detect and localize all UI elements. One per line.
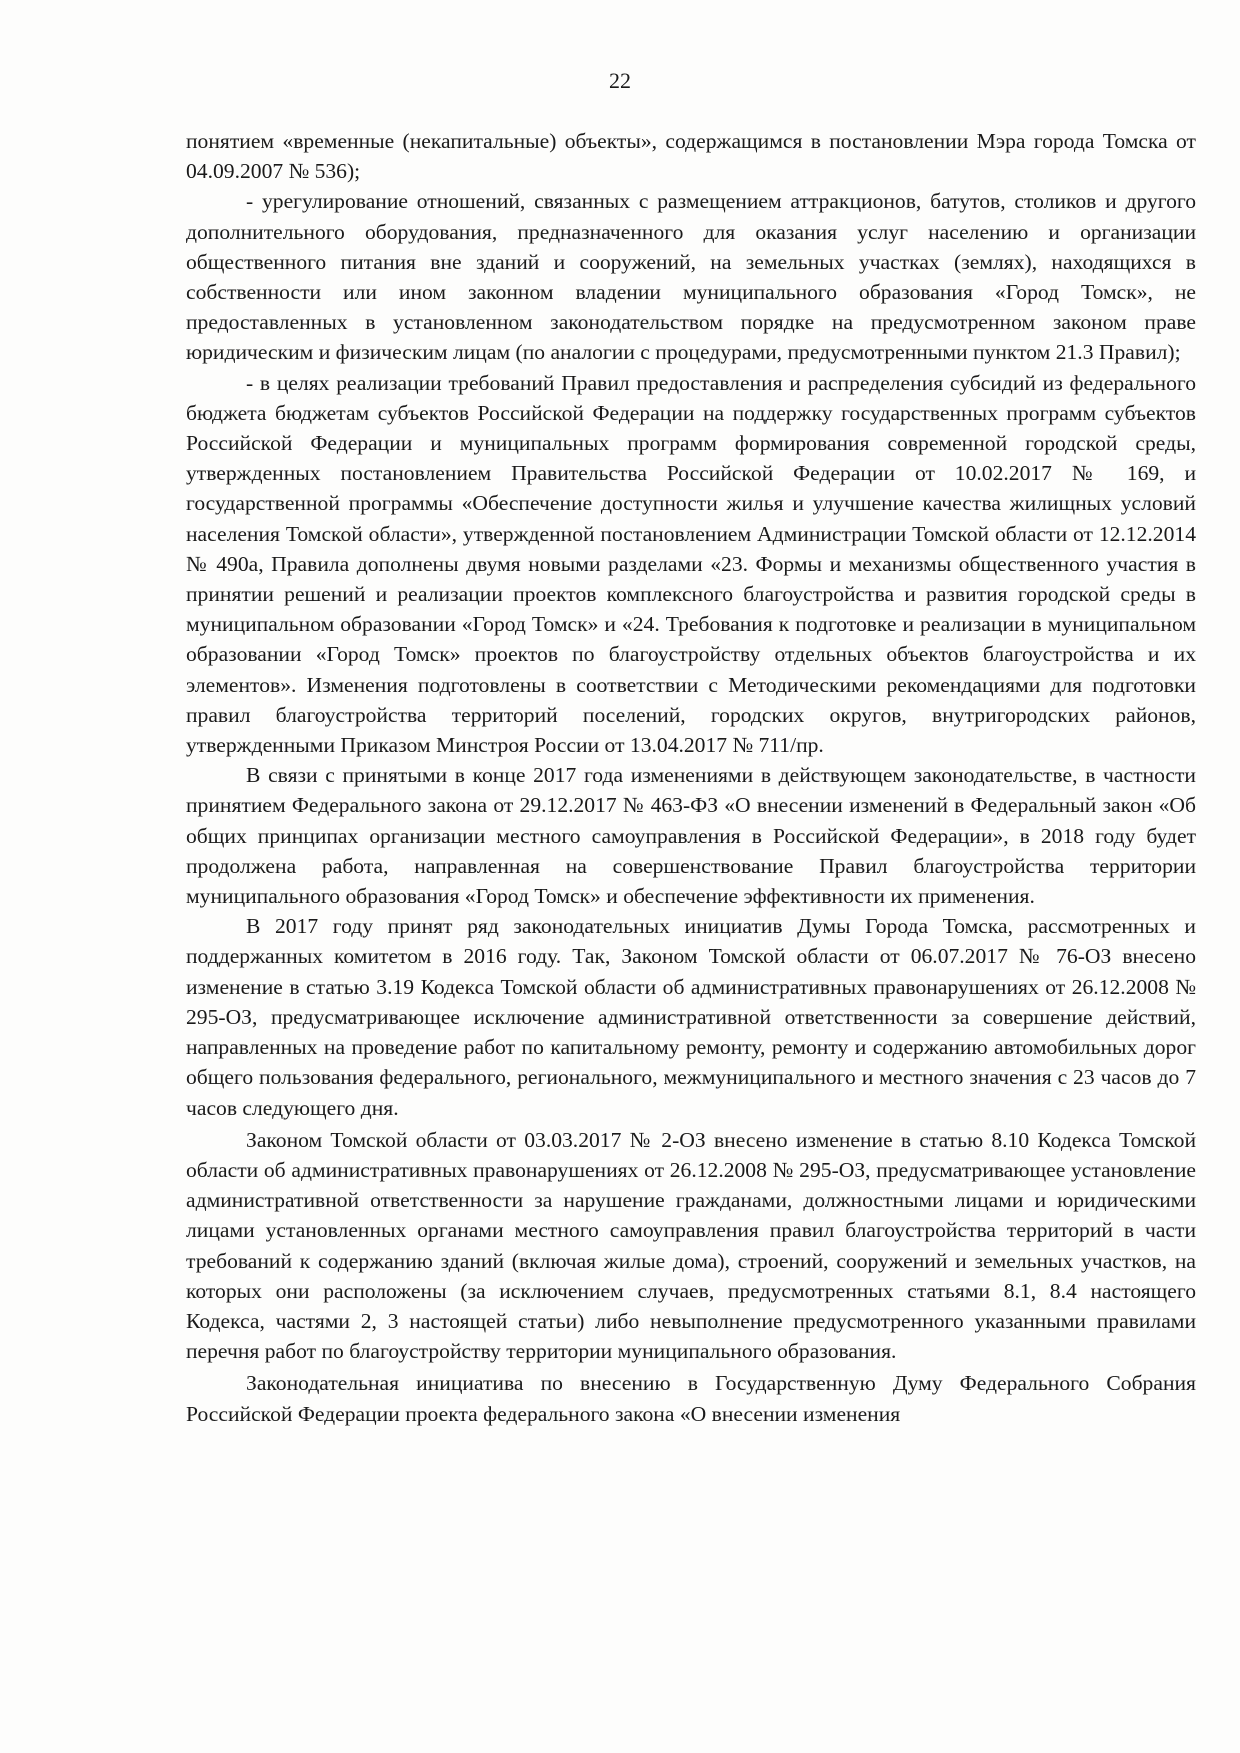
paragraph-6: Законом Томской области от 03.03.2017 № 2-ОЗ внесено изменение в статью 8.10 Кодекса Томской области об административных правонарушениях от 26.12.2008 № 295-ОЗ, предусматривающее установление административной ответственности за нарушение гражданами, должностными лицами и юридическими лицами установленных органами местного самоуправления правил благоустройства территорий в части требований к содержанию зданий (включая жилые дома), строений, сооружений и земельных участков, на которых они расположены (за исключением случаев, предусмотренных статьями 8.1, 8.4 настоящего Кодекса, частями 2, 3 настоящей статьи) либо невыполнение предусмотренного указанными правилами перечня работ по благоустройству территории муниципального образования.	[186, 1127, 1196, 1364]
paragraph-5: В 2017 году принят ряд законодательных инициатив Думы Города Томска, рассмотренных и поддержанных комитетом в 2016 году. Так, Законом Томской области от 06.07.2017 № 76-ОЗ внесено изменение в статью 3.19 Кодекса Томской области об административных правонарушениях от 26.12.2008 № 295-ОЗ, предусматривающее исключение административной ответственности за совершение действий, направленных на проведение работ по капитальному ремонту, ремонту и содержанию автомобильных дорог общего пользования федерального, регионального, межмуниципального и местного значения с 23 часов до 7 часов следующего дня.	[186, 914, 1196, 1120]
paragraph-1: понятием «временные (некапитальные) объекты», содержащимся в постановлении Мэра города Томска от 04.09.2007 № 536);	[186, 129, 1196, 184]
paragraph-2: - урегулирование отношений, связанных с размещением аттракционов, батутов, столиков и другого дополнительного оборудования, предназначенного для оказания услуг населению и организации общественного питания вне зданий и сооружений, на земельных участках (землях), находящихся в собственности или ином законном владении муниципального образования «Город Томск», не предоставленных в установленном законодательством порядке на предусмотренном законом праве юридическим и физическим лицам (по аналогии с процедурами, предусмотренными пунктом 21.3 Правил);	[186, 189, 1196, 365]
document-body	[186, 126, 1196, 1429]
paragraph-4: В связи с принятыми в конце 2017 года изменениями в действующем законодательстве, в частности принятием Федерального закона от 29.12.2017 № 463-ФЗ «О внесении изменений в Федеральный закон «Об общих принципах организации местного самоуправления в Российской Федерации», в 2018 году будет продолжена работа, направленная на совершенствование Правил благоустройства территории муниципального образования «Город Томск» и обеспечение эффективности их применения.	[186, 763, 1196, 909]
page-number: 22	[609, 68, 631, 93]
paragraph-3: - в целях реализации требований Правил предоставления и распределения субсидий из федерального бюджета бюджетам субъектов Российской Федерации на поддержку государственных программ субъектов Российской Федерации и муниципальных программ формирования современной городской среды, утвержденных постановлением Правительства Российской Федерации от 10.02.2017 № 169, и государственной программы «Обеспечение доступности жилья и улучшение качества жилищных условий населения Томской области», утвержденной постановлением Администрации Томской области от 12.12.2014 № 490а, Правила дополнены двумя новыми разделами «23. Формы и механизмы общественного участия в принятии решений и реализации проектов комплексного благоустройства и развития городской среды в муниципальном образовании «Город Томск» и «24. Требования к подготовке и реализации в муниципальном образовании «Город Томск» проектов по благоустройству отдельных объектов благоустройства и их элементов». Изменения подготовлены в соответствии с Методическими рекомендациями для подготовки правил благоустройства территорий поселений, городских округов, внутригородских районов, утвержденными Приказом Минстроя России от 13.04.2017 № 711/пр.	[186, 370, 1196, 758]
paragraph-7: Законодательная инициатива по внесению в Государственную Думу Федерального Собрания Российской Федерации проекта федерального закона «О внесении изменения	[186, 1371, 1196, 1426]
